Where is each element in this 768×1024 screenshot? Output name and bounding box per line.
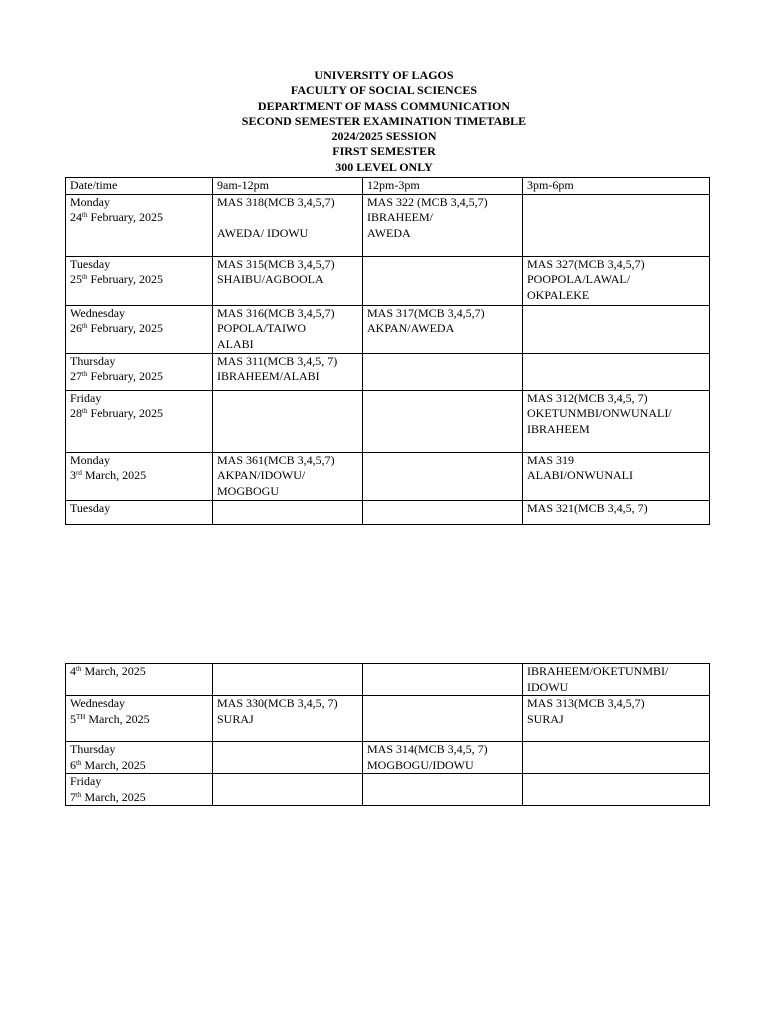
day-name: Friday <box>70 390 102 405</box>
invigilators: POPOLA/TAIWO <box>217 321 307 335</box>
table-row <box>66 742 710 774</box>
invigilators: SURAJ <box>217 711 254 726</box>
table-row <box>66 664 710 696</box>
invigilators: IBRAHEEM <box>527 421 590 436</box>
slot-12pm-cell <box>363 390 523 452</box>
slot-3pm-cell <box>523 500 710 524</box>
slot-3pm-cell <box>523 452 710 500</box>
department-name: DEPARTMENT OF MASS COMMUNICATION <box>257 98 511 113</box>
invigilators: IBRAHEEM/ALABI <box>217 369 320 383</box>
table-row <box>66 305 710 353</box>
table-row <box>66 500 710 524</box>
day-name: Thursday <box>70 353 116 368</box>
slot-3pm-cell <box>523 256 710 305</box>
timetable-page-2 <box>65 663 710 806</box>
date-cell <box>66 390 213 452</box>
slot-3pm-cell <box>523 390 710 452</box>
day-name: Thursday <box>70 742 116 756</box>
slot-3pm-cell <box>523 664 710 696</box>
header-cell: 9am-12pm <box>213 178 363 195</box>
date-text: 27th February, 2025 <box>70 369 163 383</box>
course-code: MAS 314(MCB 3,4,5, 7) <box>367 742 488 756</box>
slot-12pm-cell <box>363 452 523 500</box>
date-cell <box>66 742 213 774</box>
invigilators: ALABI <box>217 336 254 351</box>
slot-9am-cell <box>213 452 363 500</box>
slot-3pm-cell <box>523 194 710 256</box>
date-text: 7th March, 2025 <box>70 789 146 804</box>
date-cell <box>66 256 213 305</box>
university-name: UNIVERSITY OF LAGOS <box>314 68 454 82</box>
date-cell <box>66 500 213 524</box>
day-name: Monday <box>70 194 110 209</box>
invigilators: AWEDA <box>367 225 411 240</box>
slot-9am-cell <box>213 696 363 742</box>
header-cell: 3pm-6pm <box>523 178 710 195</box>
date-text: 5TH March, 2025 <box>70 711 150 726</box>
table-row <box>66 353 710 390</box>
date-text: 26th February, 2025 <box>70 321 163 335</box>
header-cell: Date/time <box>66 178 213 195</box>
invigilators: IBRAHEEM/ <box>367 210 433 224</box>
date-cell <box>66 305 213 353</box>
slot-3pm-cell <box>523 742 710 774</box>
course-code: MAS 311(MCB 3,4,5, 7) <box>217 353 338 368</box>
slot-9am-cell <box>213 664 363 696</box>
slot-12pm-cell <box>363 664 523 696</box>
course-code: MAS 330(MCB 3,4,5, 7) <box>217 696 338 710</box>
invigilators: ALABI/ONWUNALI <box>527 468 633 482</box>
day-name: Friday <box>70 774 102 788</box>
date-text: 28th February, 2025 <box>70 406 163 420</box>
level-label: 300 LEVEL ONLY <box>335 159 433 174</box>
slot-3pm-cell <box>523 774 710 806</box>
course-code: MAS 321(MCB 3,4,5, 7) <box>527 500 648 515</box>
course-code: MAS 316(MCB 3,4,5,7) <box>217 305 335 320</box>
table-row <box>66 390 710 452</box>
course-code: MAS 313(MCB 3,4,5,7) <box>527 696 645 710</box>
course-code: MAS 312(MCB 3,4,5, 7) <box>527 390 648 405</box>
date-cell <box>66 194 213 256</box>
invigilators: AWEDA/ IDOWU <box>217 225 309 240</box>
slot-3pm-cell <box>523 353 710 390</box>
date-text: 24th February, 2025 <box>70 210 163 224</box>
table-row <box>66 452 710 500</box>
course-code: MAS 361(MCB 3,4,5,7) <box>217 452 335 467</box>
slot-9am-cell <box>213 256 363 305</box>
invigilators: OKETUNMBI/ONWUNALI/ <box>527 406 672 420</box>
table-row <box>66 774 710 806</box>
slot-12pm-cell <box>363 256 523 305</box>
date-cell <box>66 774 213 806</box>
day-name: Tuesday <box>70 500 111 515</box>
course-code: MAS 315(MCB 3,4,5,7) <box>217 256 335 271</box>
day-name: Wednesday <box>70 305 126 320</box>
document-title: SECOND SEMESTER EXAMINATION TIMETABLE <box>241 113 527 128</box>
slot-9am-cell <box>213 742 363 774</box>
session-label: 2024/2025 SESSION <box>331 129 437 144</box>
semester-label: FIRST SEMESTER <box>332 144 436 159</box>
date-text: 25th February, 2025 <box>70 272 163 286</box>
course-code: MAS 318(MCB 3,4,5,7) <box>217 194 335 209</box>
date-cell <box>66 353 213 390</box>
table-row <box>66 194 710 256</box>
slot-9am-cell <box>213 774 363 806</box>
slot-12pm-cell <box>363 500 523 524</box>
invigilators: SURAJ <box>527 711 564 726</box>
course-code: MAS 317(MCB 3,4,5,7) <box>367 305 485 320</box>
document-header <box>0 68 768 175</box>
invigilators: IDOWU <box>527 679 569 694</box>
table-row <box>66 256 710 305</box>
faculty-name: FACULTY OF SOCIAL SCIENCES <box>290 83 478 98</box>
slot-12pm-cell <box>363 696 523 742</box>
timetable-page-1 <box>65 177 710 525</box>
invigilators: IBRAHEEM/OKETUNMBI/ <box>527 664 669 678</box>
date-cell <box>66 696 213 742</box>
slot-3pm-cell <box>523 696 710 742</box>
invigilators: AKPAN/AWEDA <box>367 321 455 335</box>
invigilators: MOGBOGU <box>217 483 280 498</box>
slot-12pm-cell <box>363 353 523 390</box>
invigilators: AKPAN/IDOWU/ <box>217 468 306 482</box>
date-cell <box>66 452 213 500</box>
table-row <box>66 696 710 742</box>
course-code: MAS 327(MCB 3,4,5,7) <box>527 256 645 271</box>
slot-9am-cell <box>213 390 363 452</box>
date-cell <box>66 664 213 696</box>
date-text: 3rd March, 2025 <box>70 468 147 482</box>
slot-9am-cell <box>213 500 363 524</box>
slot-12pm-cell <box>363 742 523 774</box>
invigilators: POOPOLA/LAWAL/ <box>527 272 631 286</box>
course-code: MAS 322 (MCB 3,4,5,7) <box>367 194 488 209</box>
day-name: Monday <box>70 452 110 467</box>
day-name: Wednesday <box>70 696 126 710</box>
course-code: MAS 319 <box>527 452 575 467</box>
invigilators: OKPALEKE <box>527 287 590 302</box>
header-cell: 12pm-3pm <box>363 178 523 195</box>
slot-9am-cell <box>213 353 363 390</box>
date-text: 6th March, 2025 <box>70 757 146 772</box>
slot-3pm-cell <box>523 305 710 353</box>
slot-9am-cell <box>213 194 363 256</box>
slot-9am-cell <box>213 305 363 353</box>
slot-12pm-cell <box>363 774 523 806</box>
header-row <box>66 178 710 195</box>
invigilators: MOGBOGU/IDOWU <box>367 757 474 772</box>
slot-12pm-cell <box>363 305 523 353</box>
invigilators: SHAIBU/AGBOOLA <box>217 272 324 286</box>
day-name: Tuesday <box>70 256 111 271</box>
date-text: 4th March, 2025 <box>70 664 146 678</box>
slot-12pm-cell <box>363 194 523 256</box>
